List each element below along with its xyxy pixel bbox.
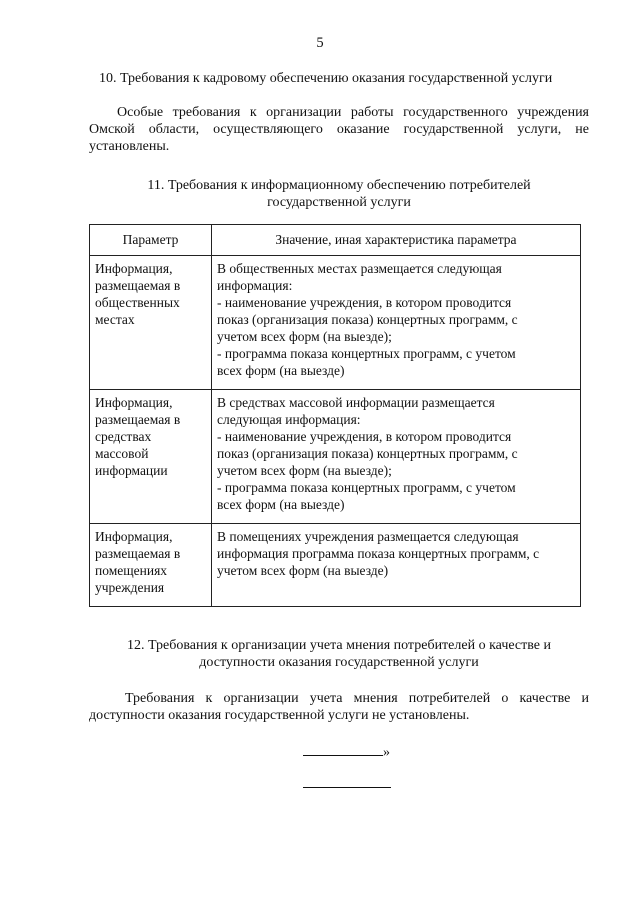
value-cell	[212, 524, 581, 607]
section-11-heading-line1: 11. Требования к информационному обеспечению потребителей	[147, 178, 531, 193]
value-line: В средствах массовой информации размещается	[217, 395, 495, 410]
info-requirements-table	[89, 224, 581, 607]
section-12-heading-line1: 12. Требования к организации учета мнения потребителей о качестве и	[127, 638, 551, 653]
value-line: учетом всех форм (на выезде);	[217, 463, 392, 478]
parameter-line: размещаемая в	[95, 278, 181, 293]
parameter-line: размещаемая в	[95, 546, 181, 561]
parameter-line: Информация,	[95, 261, 173, 276]
page-number: 5	[316, 35, 324, 51]
parameter-cell	[90, 524, 212, 607]
parameter-line: массовой	[95, 446, 149, 461]
parameter-line: Информация,	[95, 395, 173, 410]
parameter-line: учреждения	[95, 580, 165, 595]
section-12-heading	[89, 637, 589, 671]
parameter-line: помещениях	[95, 563, 168, 578]
column-header-parameter: Параметр	[90, 225, 212, 256]
table-row	[90, 256, 581, 390]
section-12-heading-line2: доступности оказания государственной услуги	[199, 655, 479, 670]
section-12-text: Требования к организации учета мнения потребителей о качестве и доступности оказания государственной услуги не установлены.	[89, 691, 589, 723]
table-header-row	[90, 225, 581, 256]
value-line: учетом всех форм (на выезде);	[217, 329, 392, 344]
value-line: - программа показа концертных программ, с учетом	[217, 346, 516, 361]
closing-line	[303, 743, 390, 761]
end-separator-line	[303, 787, 391, 788]
section-10-text: Особые требования к организации работы государственного учреждения Омской области, осуществляющего оказание государственной услуги, не установлены.	[89, 105, 589, 154]
value-line: - наименование учреждения, в котором проводится	[217, 295, 512, 310]
value-cell	[212, 390, 581, 524]
column-header-value: Значение, иная характеристика параметра	[212, 225, 581, 256]
value-line: всех форм (на выезде)	[217, 363, 345, 378]
value-line: показ (организация показа) концертных программ, с	[217, 446, 518, 461]
value-line: информация программа показа концертных программ, с	[217, 546, 540, 561]
parameter-line: средствах	[95, 429, 152, 444]
value-line: всех форм (на выезде)	[217, 497, 345, 512]
value-line: информация:	[217, 278, 293, 293]
parameter-line: размещаемая в	[95, 412, 181, 427]
table-row	[90, 390, 581, 524]
value-line: показ (организация показа) концертных программ, с	[217, 312, 518, 327]
parameter-line: общественных	[95, 295, 180, 310]
closing-quote: »	[383, 745, 390, 760]
value-line: следующая информация:	[217, 412, 361, 427]
parameter-cell	[90, 390, 212, 524]
table-row	[90, 524, 581, 607]
section-11-heading	[89, 177, 589, 211]
value-line: - наименование учреждения, в котором проводится	[217, 429, 512, 444]
value-cell	[212, 256, 581, 390]
parameter-line: местах	[95, 312, 135, 327]
section-10-heading: 10. Требования к кадровому обеспечению оказания государственной услуги	[99, 71, 553, 86]
value-line: учетом всех форм (на выезде)	[217, 563, 389, 578]
value-line: В помещениях учреждения размещается следующая	[217, 529, 519, 544]
value-line: В общественных местах размещается следующая	[217, 261, 502, 276]
section-11-heading-line2: государственной услуги	[267, 195, 411, 210]
parameter-line: Информация,	[95, 529, 173, 544]
closing-underline	[303, 743, 383, 756]
parameter-cell	[90, 256, 212, 390]
value-line: - программа показа концертных программ, с учетом	[217, 480, 516, 495]
parameter-line: информации	[95, 463, 168, 478]
